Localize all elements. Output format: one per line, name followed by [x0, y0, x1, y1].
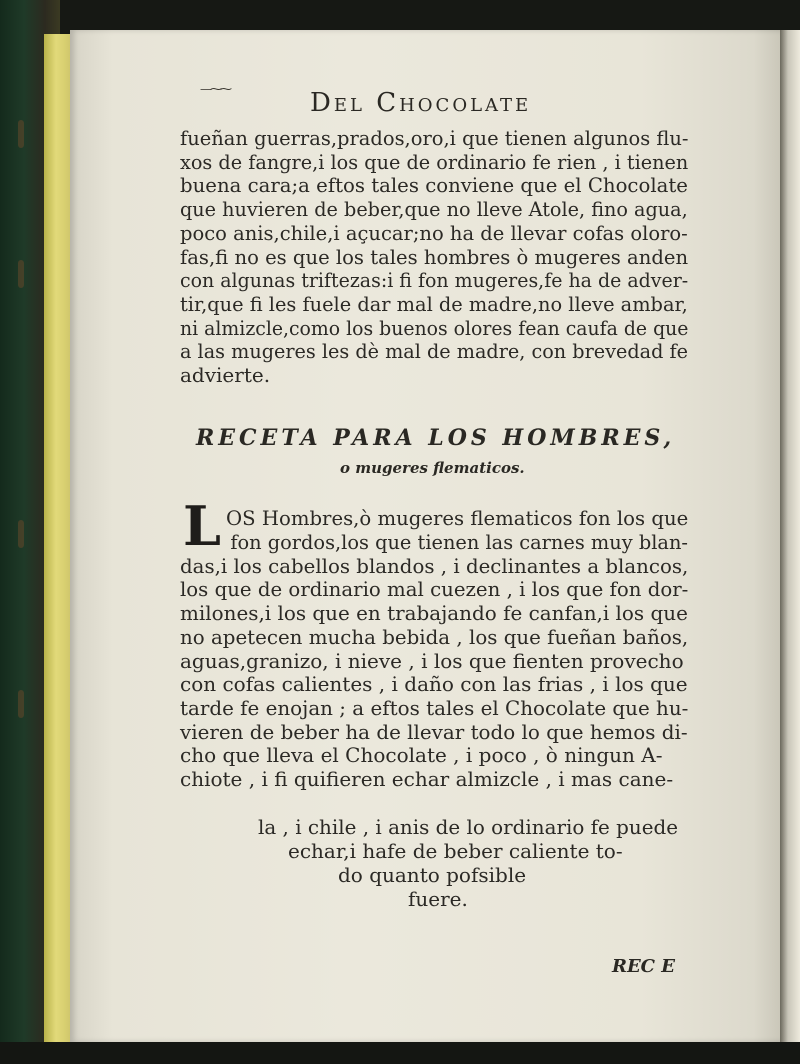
text-line: tarde fe enojan ; a eftos tales el Chocolate que hu-: [180, 695, 689, 720]
cover-stain-mark: [18, 260, 24, 288]
text-line: xos de fangre,i los que de ordinario fe rien , i tienen: [180, 149, 689, 174]
text-line: fueñan guerras,prados,oro,i que tienen algunos flu-: [180, 126, 689, 150]
text-line: echar,i hafe de beber caliente to-: [288, 839, 623, 863]
text-line: los que de ordinario mal cuezen , i los que fon dor-: [180, 577, 689, 602]
text-line: fas,fi no es que los tales hombres ò mugeres anden: [180, 244, 689, 269]
paragraph-2: [180, 531, 688, 792]
book-cover-bottom: [0, 1042, 800, 1064]
text-line: do quanto pofsible: [338, 863, 527, 887]
text-line: milones,i los que en trabajando fe canfan,i los que: [180, 601, 688, 626]
text-line: tir,que fi les fuele dar mal de madre,no lleve ambar,: [180, 291, 688, 316]
text-line: poco anis,chile,i açucar;no ha de llevar cofas oloro-: [180, 220, 688, 245]
text-line: no apetecen mucha bebida , los que fueñan baños,: [180, 624, 689, 649]
recipe-subheading: o mugeres flematicos.: [340, 459, 525, 477]
drop-cap: L: [183, 494, 221, 558]
paragraph-2-lead: OS Hombres,ò mugeres flematicos fon los que: [226, 506, 689, 530]
book-cover-top: [0, 0, 800, 34]
recipe-heading: RECETA PARA LOS HOMBRES,: [196, 425, 676, 451]
text-line: advierte.: [180, 363, 271, 388]
cover-stain-mark: [18, 120, 24, 148]
text-line: a las mugeres les dè mal de madre, con brevedad fe: [180, 339, 688, 364]
paragraph-1: [180, 127, 688, 388]
catchword: REC E: [612, 956, 675, 977]
cover-stain-mark: [18, 520, 24, 548]
text-line: que huvieren de beber,que no lleve Atole, fino agua,: [180, 197, 688, 222]
text-line: fon gordos,los que tienen las carnes muy blan-: [230, 530, 688, 554]
facing-page-edge: [780, 30, 800, 1042]
text-line: fuere.: [408, 887, 468, 911]
running-head: Del Chocolate: [310, 88, 532, 118]
text-line: ni almizcle,como los buenos olores fean caufa de que: [180, 315, 689, 340]
cover-stain-mark: [18, 690, 24, 718]
text-line: aguas,granizo, i nieve , i los que fienten provecho: [180, 648, 684, 673]
text-line: con cofas calientes , i daño con las frias , i los que: [180, 672, 688, 697]
text-line: das,i los cabellos blandos , i declinantes a blancos,: [180, 553, 689, 578]
text-line: con algunas triftezas:i fi fon mugeres,fe ha de adver-: [180, 268, 689, 293]
text-line: vieren de beber ha de llevar todo lo que hemos di-: [180, 719, 688, 744]
text-line: chiote , i fi quifieren echar almizcle , i mas cane-: [180, 767, 674, 792]
text-line: cho que lleva el Chocolate , i poco , ò ningun A-: [180, 743, 663, 768]
ornament-flourish: —⁓⁓: [200, 82, 230, 96]
text-line: la , i chile , i anis de lo ordinario fe puede: [258, 815, 679, 839]
text-line: buena cara;a eftos tales conviene que el Chocolate: [180, 173, 688, 198]
